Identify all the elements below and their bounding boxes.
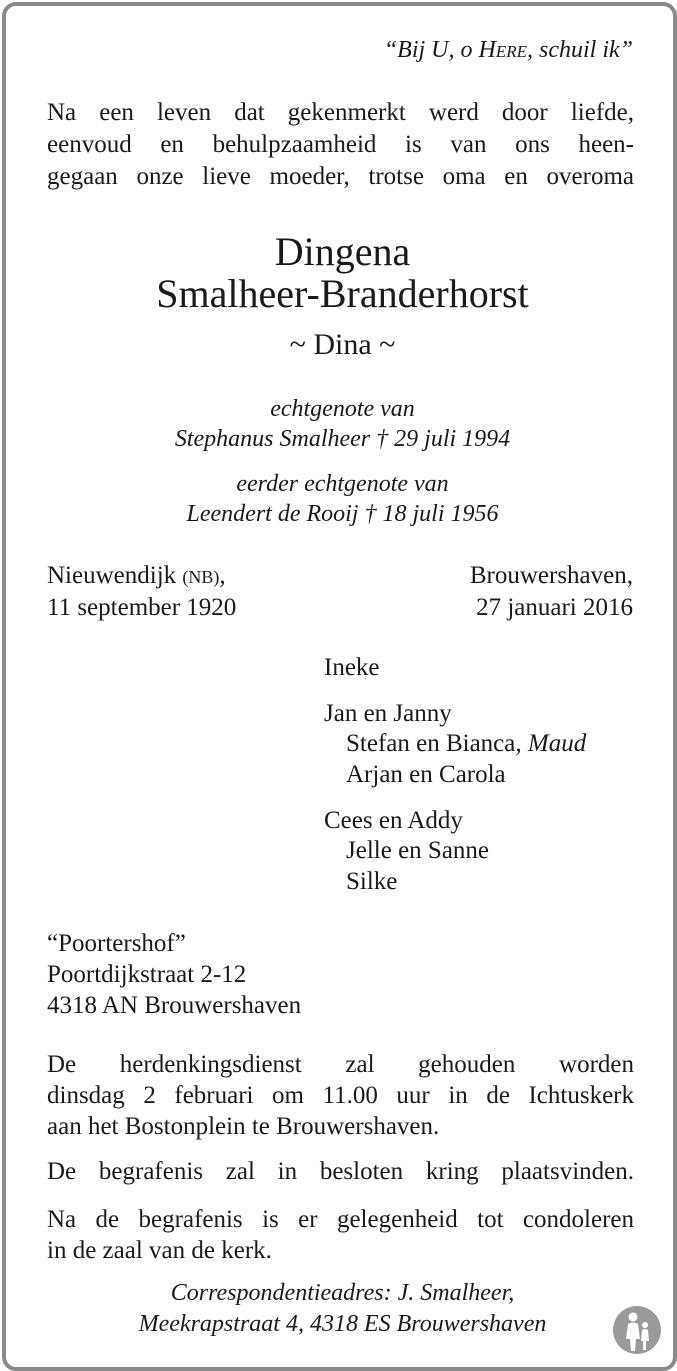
condolence-line: in de zaal van de kerk. [47,1237,272,1264]
home-address [47,928,301,1021]
deceased-nickname: ~ Dina ~ [289,328,396,361]
birth-place-name: Nieuwendijk [47,562,177,589]
death-place: Brouwershaven, [469,562,633,589]
birth-comma: , [219,562,226,589]
deceased-first-name: Dingena [274,229,411,274]
condolence-paragraph [47,1204,634,1266]
service-line: dinsdag 2 februari om 11.00 uur in de Ichtuskerk [47,1082,634,1109]
birth-region: (NB) [182,567,220,587]
family-member: Cees en Addy [324,807,463,834]
family-member-couple: Stefan en Bianca, [346,730,522,757]
address-line: “Poortershof” [47,930,186,957]
intro-line: Na een leven dat gekenmerkt werd door liefde, [47,99,634,126]
address-line: Poortdijkstraat 2-12 [47,961,247,988]
bible-quote [384,37,633,64]
family-member: Jelle en Sanne [346,837,490,864]
funeral-paragraph [47,1156,634,1187]
address-line: 4318 AN Brouwershaven [47,992,302,1019]
intro-line: eenvoud en behulpzaamheid is van ons heen- [47,131,634,158]
family-member: Arjan en Carola [346,761,506,788]
quote-part-2: , schuil ik” [527,37,633,63]
intro-paragraph [47,97,634,193]
family-member: Ineke [324,654,380,681]
family-member [346,730,586,758]
birth-date: 11 september 1920 [47,594,237,621]
correspondence-line: Correspondentieadres: J. Smalheer, [170,1280,515,1306]
great-grandchild: Maud [527,730,587,757]
publisher-logo-icon [612,1305,662,1355]
quote-smallcaps: ere [495,37,527,63]
service-line: aan het Bostonplein te Brouwershaven. [47,1113,440,1140]
spouse-2-label: eerder echtgenote van [236,471,449,497]
death-date: 27 januari 2016 [476,594,633,621]
condolence-line: Na de begrafenis is er gelegenheid tot condoleren [47,1206,634,1233]
birth-place [47,562,226,590]
family-member: Silke [346,868,398,895]
spouse-1-name: Stephanus Smalheer † 29 juli 1994 [174,426,511,452]
spouse-2-name: Leendert de Rooij † 18 juli 1956 [186,501,499,527]
intro-line: gegaan onze lieve moeder, trotse oma en overoma [47,163,634,190]
service-line: De herdenkingsdienst zal gehouden worden [47,1051,634,1078]
service-paragraph [47,1049,634,1142]
correspondence-address [4,1278,677,1340]
deceased-surname: Smalheer-Branderhorst [156,271,529,316]
quote-part-1: “Bij U, o H [383,37,496,63]
correspondence-line: Meekrapstraat 4, 4318 ES Brouwershaven [138,1311,547,1337]
family-member: Jan en Janny [324,700,452,727]
spouse-1-label: echtgenote van [270,396,415,422]
funeral-line: De begrafenis zal in besloten kring plaatsvinden. [47,1158,634,1185]
obituary-card [2,2,677,1371]
